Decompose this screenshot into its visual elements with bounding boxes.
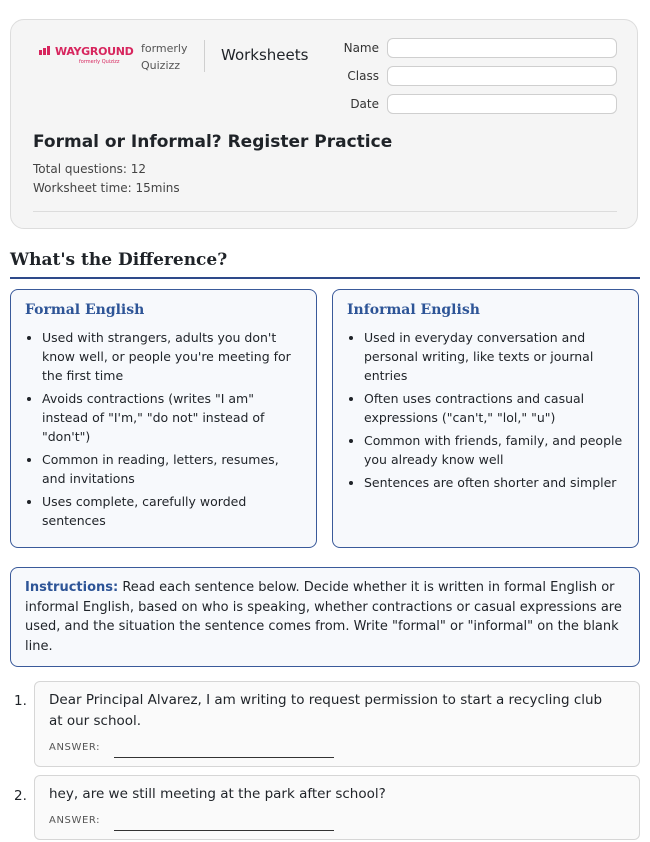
brand-name: WAYGROUND: [55, 45, 134, 58]
class-label: Class: [347, 69, 379, 83]
answer-label: ANSWER:: [49, 815, 101, 826]
informal-points: [347, 328, 625, 496]
total-questions: Total questions: 12: [33, 162, 147, 176]
informal-english-box: [332, 289, 639, 548]
worksheet-title: Formal or Informal? Register Practice: [33, 132, 393, 152]
worksheet-header: [10, 19, 638, 229]
formal-heading: Formal English: [25, 302, 145, 318]
question-text: Dear Principal Alvarez, I am writing to request permission to start a recycling club at our school.: [49, 692, 603, 729]
informal-heading: Informal English: [347, 302, 480, 318]
question-text: hey, are we still meeting at the park after school?: [49, 786, 386, 802]
date-label: Date: [350, 97, 379, 111]
instructions-label: Instructions:: [25, 580, 119, 595]
product-title: Worksheets: [221, 46, 309, 64]
class-input[interactable]: [387, 66, 617, 86]
name-label: Name: [343, 41, 379, 55]
instructions-text: Read each sentence below. Decide whether it is written in formal English or informal English, based on who is speaking, whether contractions or casual expressions are used, and the situation the sentence comes from. Write "formal" or "informal" on the blank line.: [25, 580, 622, 654]
informal-point: • Often uses contractions and casual expressions ("can't," "lol," "u"): [364, 389, 625, 427]
question-number: 1.: [14, 693, 27, 709]
brand-logo: [39, 45, 135, 75]
name-input[interactable]: [387, 38, 617, 58]
answer-line[interactable]: [114, 830, 334, 831]
question-number: 2.: [14, 788, 27, 804]
header-rule: [33, 211, 617, 212]
formal-point: • Common in reading, letters, resumes, and invitations: [42, 450, 303, 488]
question-card: [34, 681, 640, 767]
section-rule: [10, 277, 640, 279]
worksheet-time: Worksheet time: 15mins: [33, 181, 180, 195]
logo-bars-icon: [39, 46, 53, 55]
formal-point: • Avoids contractions (writes "I am" instead of "I'm," "do not" instead of "don't"): [42, 389, 303, 446]
answer-label: ANSWER:: [49, 742, 101, 753]
formal-point: • Used with strangers, adults you don't know well, or people you're meeting for the first time: [42, 328, 303, 385]
formal-english-box: [10, 289, 317, 548]
question-card: [34, 775, 640, 840]
formal-point: • Uses complete, carefully worded sentences: [42, 492, 303, 530]
brand-subtitle: formerly Quizizz: [79, 59, 120, 65]
date-input[interactable]: [387, 94, 617, 114]
answer-line[interactable]: [114, 757, 334, 758]
header-divider: [204, 40, 205, 72]
informal-point: • Common with friends, family, and people you already know well: [364, 431, 625, 469]
formal-points: [25, 328, 303, 534]
section-title: What's the Difference?: [10, 250, 228, 270]
instructions-box: [10, 567, 640, 667]
formerly-note: formerly Quizizz: [141, 42, 188, 72]
informal-point: • Used in everyday conversation and personal writing, like texts or journal entries: [364, 328, 625, 385]
informal-point: • Sentences are often shorter and simpler: [364, 473, 625, 492]
